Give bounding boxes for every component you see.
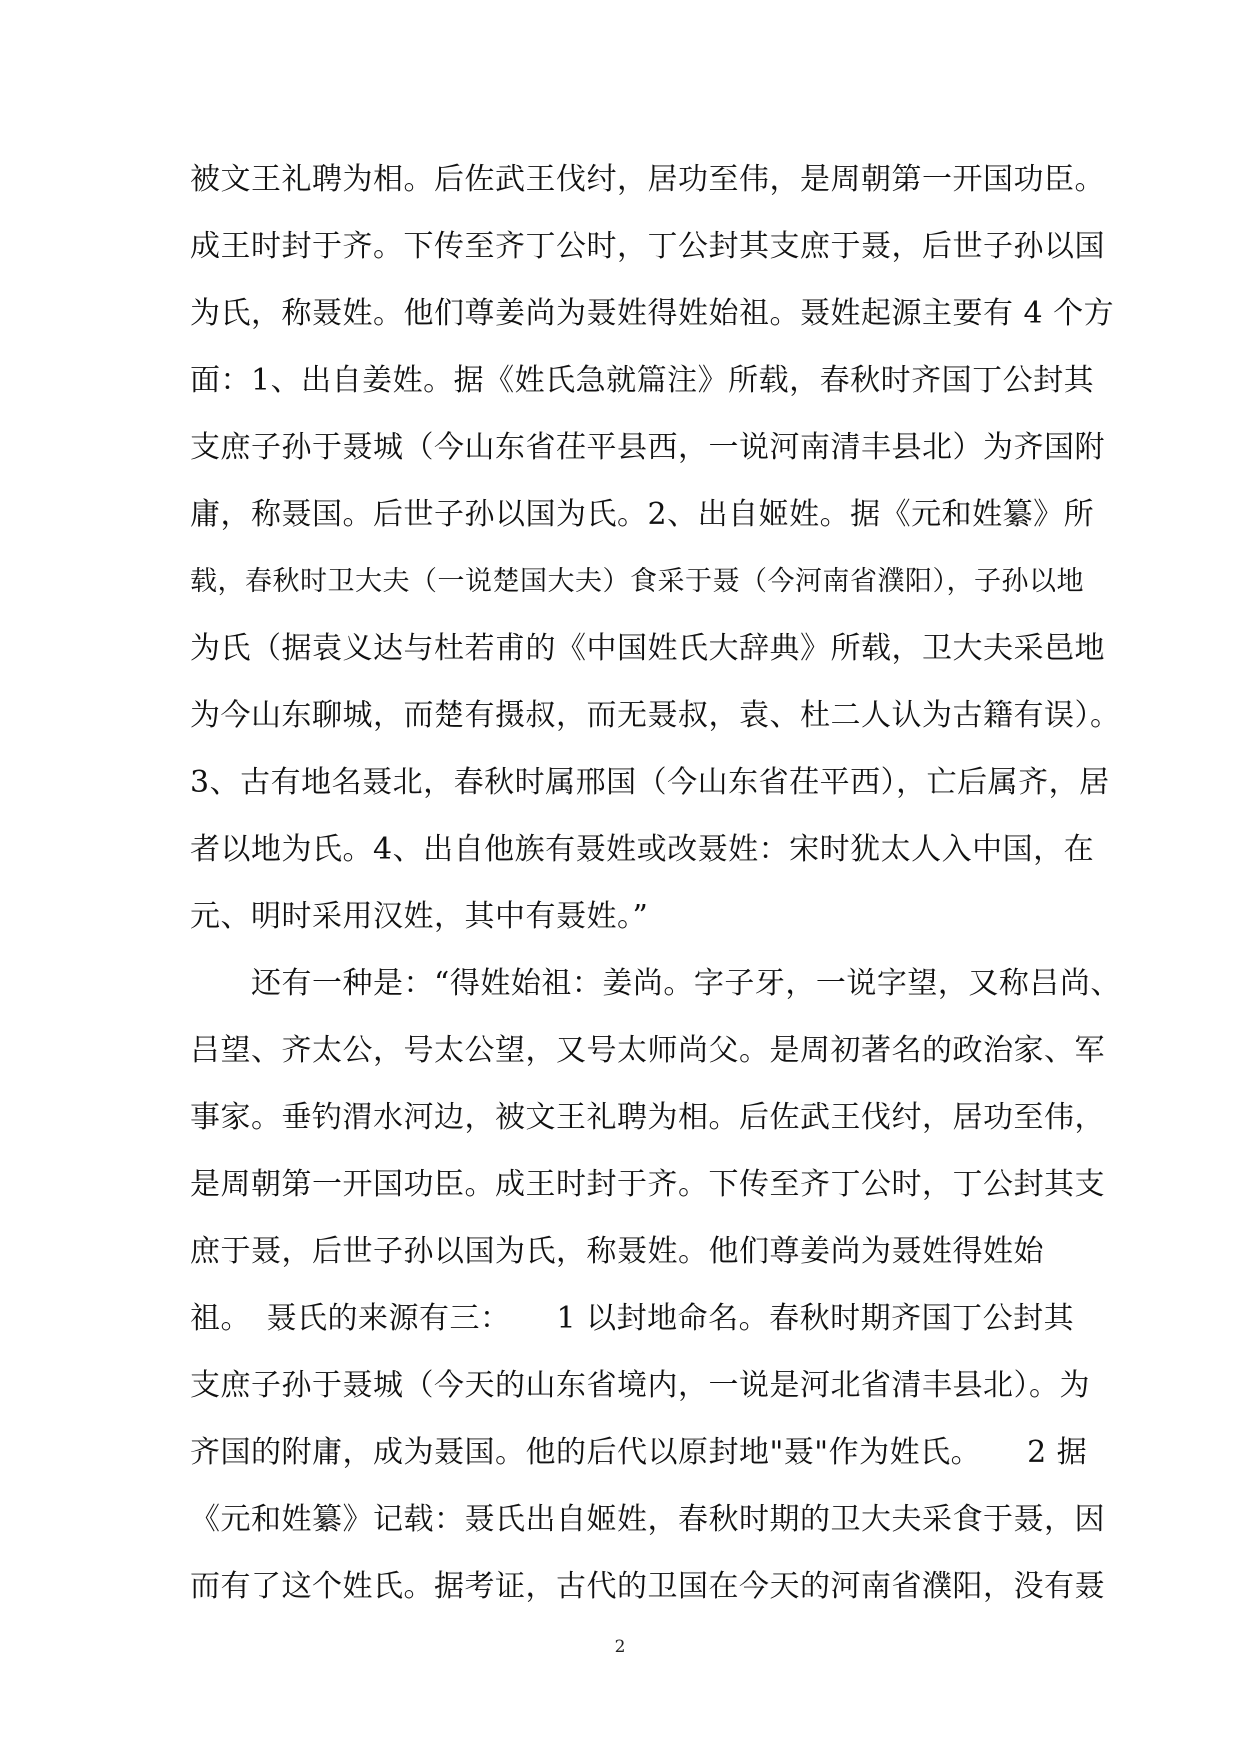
text-line: 庸，称聂国。后世子孙以国为氏。2、出自姬姓。据《元和姓纂》所 <box>190 497 1095 532</box>
page-number: 2 <box>614 1637 626 1657</box>
text-line: 为氏，称聂姓。他们尊姜尚为聂姓得姓始祖。聂姓起源主要有 4 个方 <box>190 296 1115 331</box>
text-line: 载，春秋时卫大夫（一说楚国大夫）食采于聂（今河南省濮阳），子孙以地 <box>190 566 1084 597</box>
text-line: 支庶子孙于聂城（今天的山东省境内，一说是河北省清丰县北）。为 <box>190 1368 1090 1403</box>
text-line: 面：1、出自姜姓。据《姓氏急就篇注》所载，春秋时齐国丁公封其 <box>190 363 1095 398</box>
text-line: 还有一种是：“得姓始祖：姜尚。字子牙，一说字望，又称吕尚、 <box>190 966 1121 1001</box>
text-line: 被文王礼聘为相。后佐武王伐纣，居功至伟，是周朝第一开国功臣。 <box>190 162 1105 197</box>
text-line: 而有了这个姓氏。据考证，古代的卫国在今天的河南省濮阳，没有聂 <box>190 1569 1105 1604</box>
text-line: 庶于聂，后世子孙以国为氏，称聂姓。他们尊姜尚为聂姓得姓始 <box>190 1234 1044 1269</box>
text-line: 《元和姓纂》记载：聂氏出自姬姓，春秋时期的卫大夫采食于聂，因 <box>190 1502 1105 1537</box>
text-line: 是周朝第一开国功臣。成王时封于齐。下传至齐丁公时，丁公封其支 <box>190 1167 1105 1202</box>
text-line: 元、明时采用汉姓，其中有聂姓。” <box>190 899 649 934</box>
text-line: 事家。垂钓渭水河边，被文王礼聘为相。后佐武王伐纣，居功至伟， <box>190 1100 1105 1135</box>
text-line: 吕望、齐太公，号太公望，又号太师尚父。是周初著名的政治家、军 <box>190 1033 1105 1068</box>
text-line: 为氏（据袁义达与杜若甫的《中国姓氏大辞典》所载，卫大夫采邑地 <box>190 631 1105 666</box>
text-line: 成王时封于齐。下传至齐丁公时，丁公封其支庶于聂，后世子孙以国 <box>190 229 1105 264</box>
text-line: 支庶子孙于聂城（今山东省茌平县西，一说河南清丰县北）为齐国附 <box>190 430 1105 465</box>
text-line: 祖。 聂氏的来源有三： 1 以封地命名。春秋时期齐国丁公封其 <box>190 1301 1075 1336</box>
text-line: 齐国的附庸，成为聂国。他的后代以原封地"聂"作为姓氏。 2 据 <box>190 1435 1088 1470</box>
text-line: 者以地为氏。4、出自他族有聂姓或改聂姓：宋时犹太人入中国，在 <box>190 832 1095 867</box>
text-line: 3、古有地名聂北，春秋时属邢国（今山东省茌平西），亡后属齐，居 <box>190 765 1110 800</box>
text-line: 为今山东聊城，而楚有摄叔，而无聂叔，袁、杜二人认为古籍有误）。 <box>190 698 1121 733</box>
